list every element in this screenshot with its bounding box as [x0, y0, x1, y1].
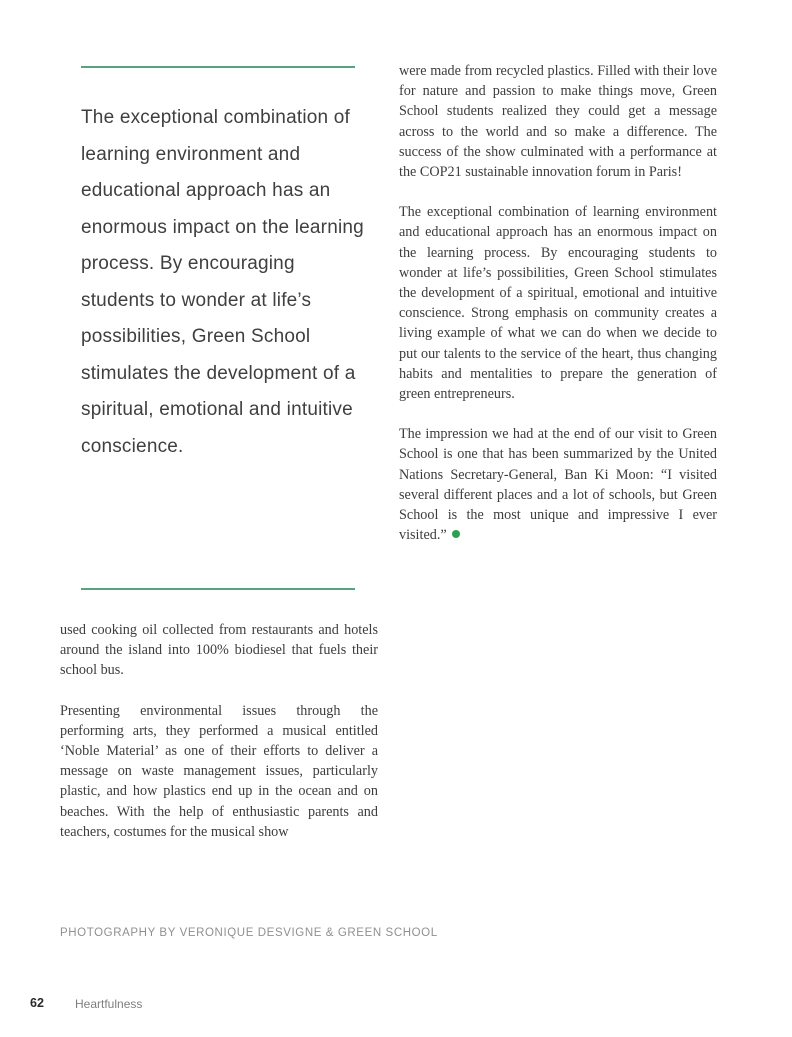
pull-quote-text: The exceptional combination of learning environment and educational approach has an enormous impact on the learning process. By encouraging students to wonder at life’s possibilities, Green School stimulates the development of a spiritual, emotional and intuitive conscience. [81, 107, 364, 457]
body-paragraph: Presenting environmental issues through the performing arts, they performed a musical entitled ‘Noble Material’ as one of their efforts to deliver a message on waste management issues, particularly plastic, and how plastics end up in the ocean and on beaches. With the help of enthusiastic parents and teachers, costumes for the musical show [60, 702, 378, 840]
magazine-name: Heartfulness [75, 997, 143, 1011]
body-paragraph: The exceptional combination of learning environment and educational approach has an enormous impact on the learning process. By encouraging students to wonder at life’s possibilities, Green School stimulates the development of a spiritual, emotional and intuitive conscience. Strong emphasis on community creates a living example of what we can do when we decide to put our talents to the service of the heart, thus changing habits and mentalities to prepare the generation of green entrepreneurs. [399, 204, 717, 403]
pull-quote-top-rule [81, 66, 355, 68]
right-column [399, 61, 717, 565]
end-of-article-dot [452, 530, 460, 538]
pull-quote-bottom-rule [81, 588, 355, 590]
body-paragraph: used cooking oil collected from restaurants and hotels around the island into 100% biodiesel that fuels their school bus. [60, 622, 378, 679]
body-paragraph: were made from recycled plastics. Filled with their love for nature and passion to make things move, Green School students realized they could get a message across to the world and so make a difference. The success of the show culminated with a performance at the COP21 sustainable innovation forum in Paris! [399, 63, 717, 181]
body-paragraph-last [399, 424, 717, 545]
page-number: 62 [30, 996, 44, 1010]
left-column [60, 620, 378, 862]
body-paragraph-text: The impression we had at the end of our visit to Green School is one that has been summarized by the United Nations Secretary-General, Ban Ki Moon: “I visited several different places and a lot of schools, but Green School is the most unique and impressive I ever visited.” [399, 426, 717, 544]
photography-credit: PHOTOGRAPHY BY VERONIQUE DESVIGNE & GREEN SCHOOL [60, 927, 438, 939]
